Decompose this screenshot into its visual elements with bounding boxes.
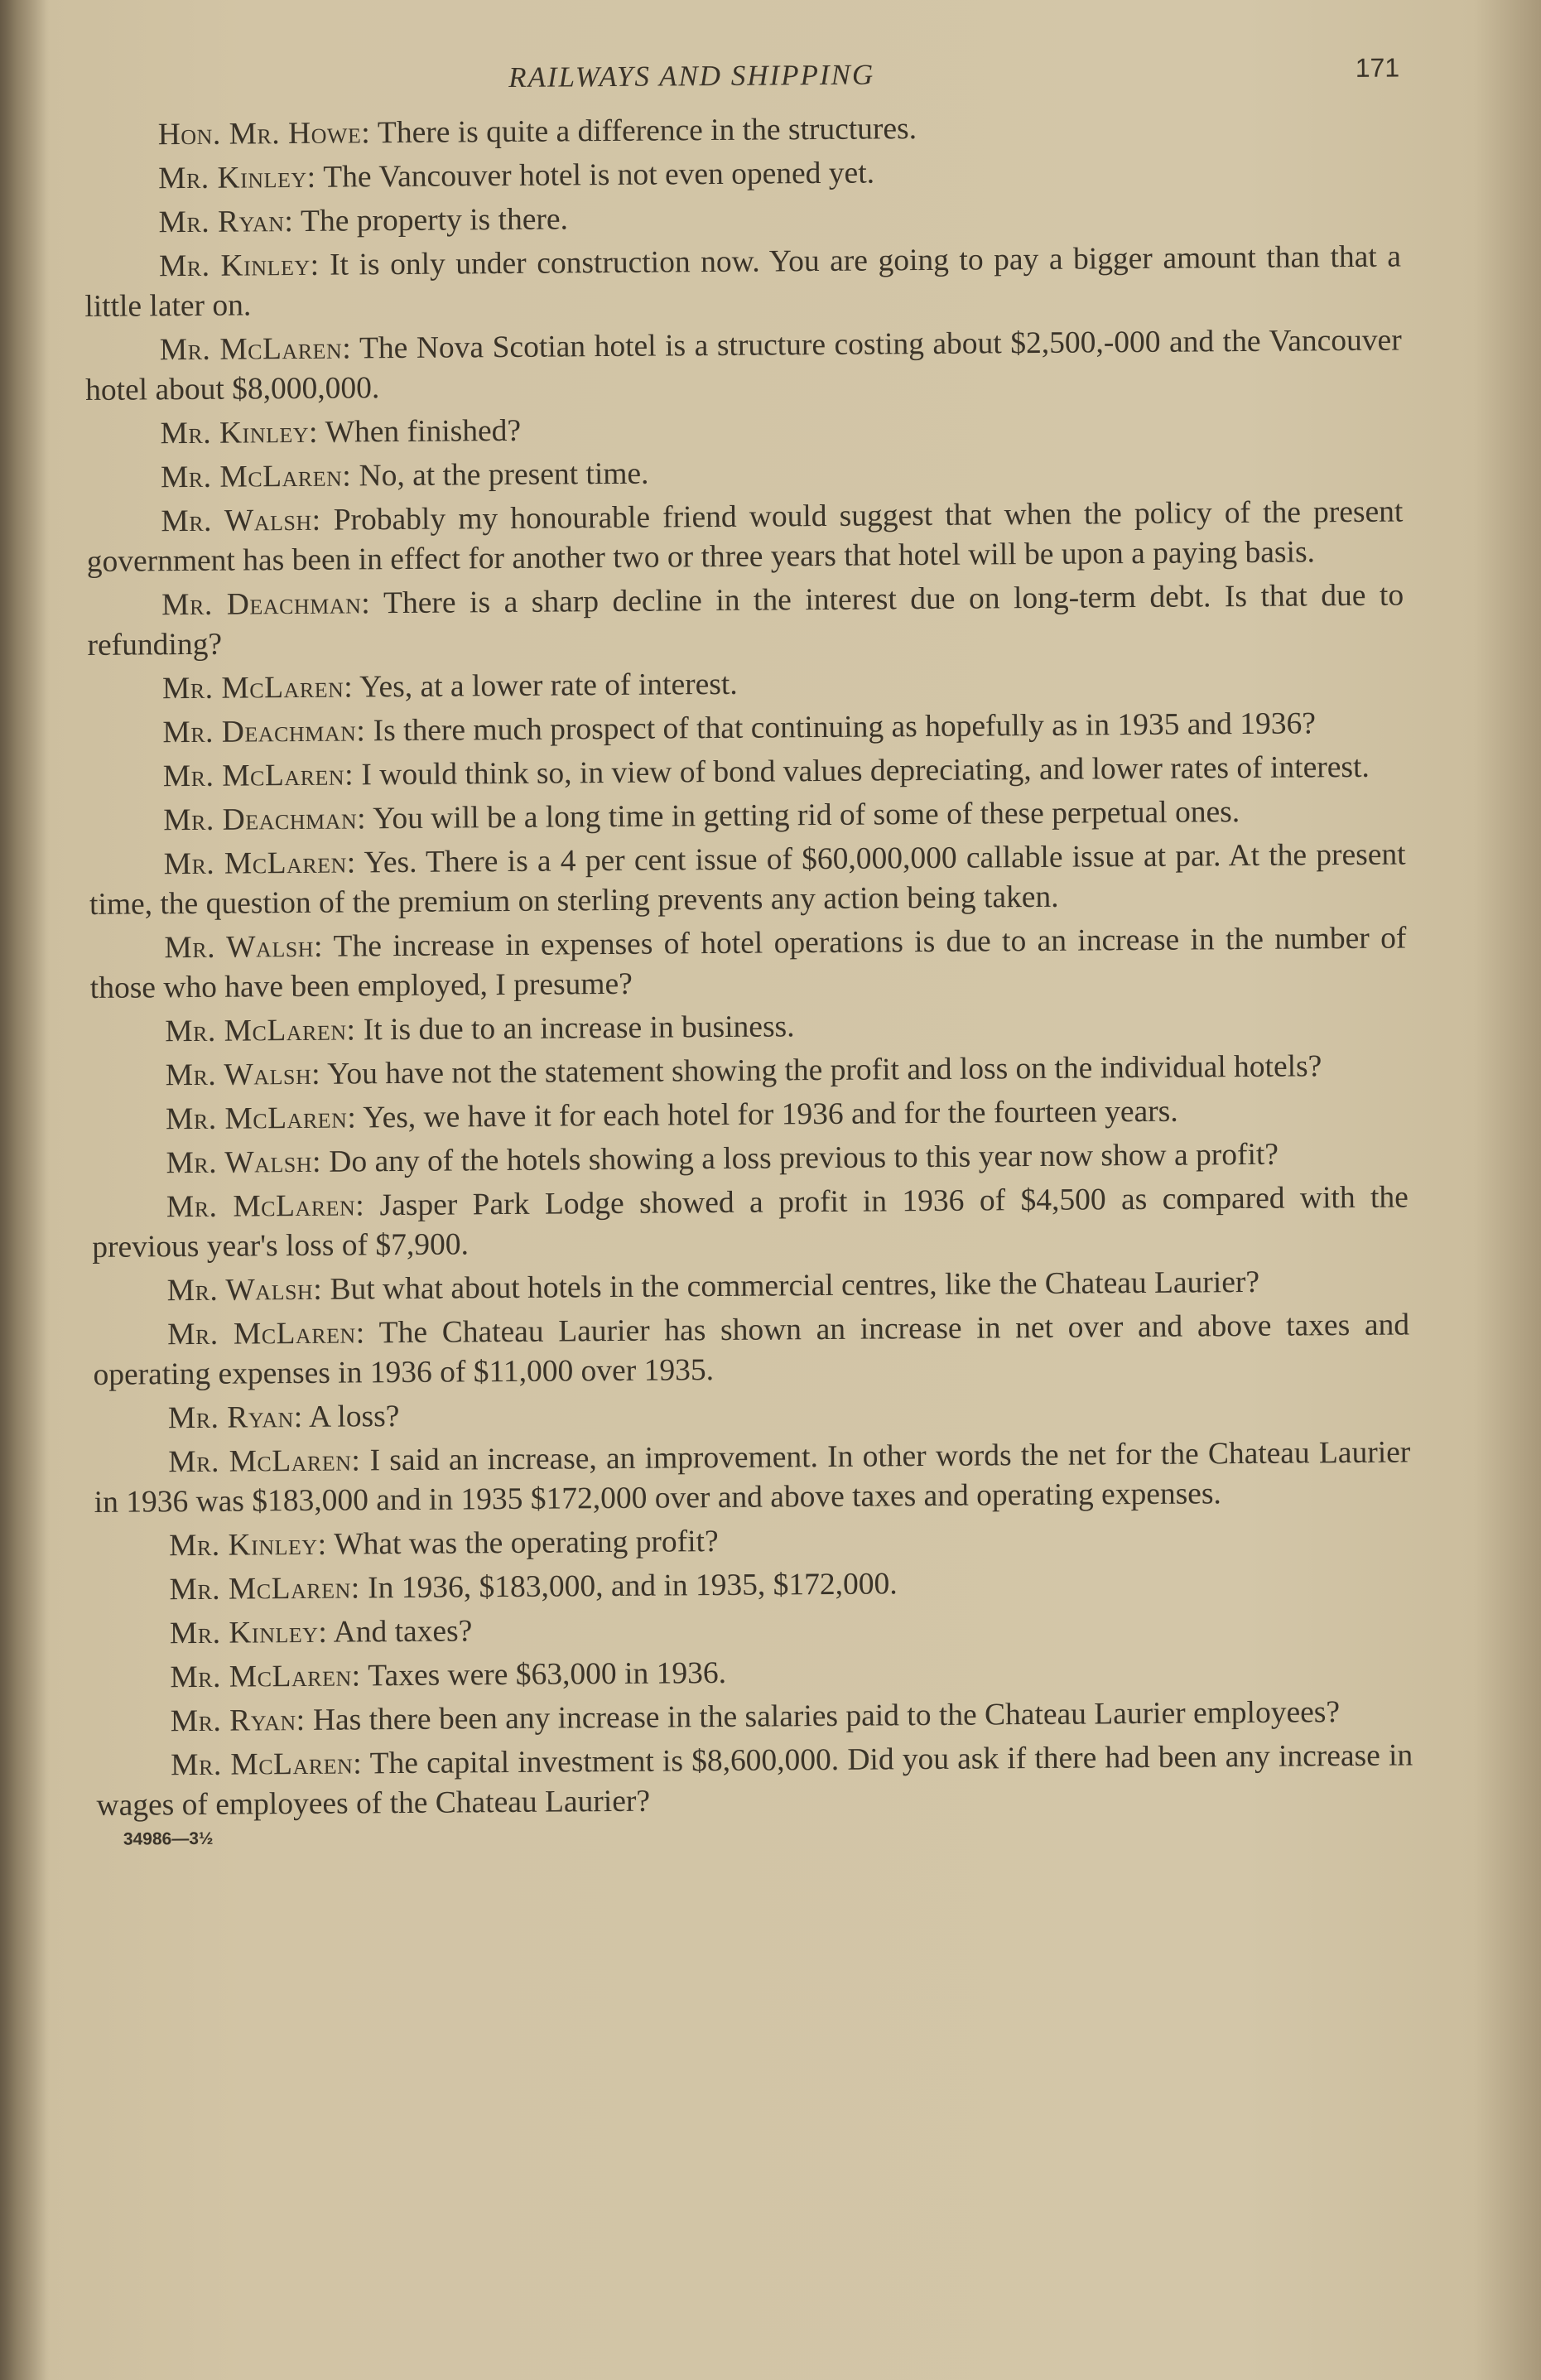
speaker-name: Mr. McLaren: bbox=[170, 1659, 361, 1695]
speaker-name: Mr. McLaren: bbox=[159, 331, 352, 368]
transcript-paragraph bbox=[94, 1389, 1410, 1438]
speech-text: But what about hotels in the commercial centres, like the Chateau Laurier? bbox=[330, 1265, 1260, 1307]
speech-text: A loss? bbox=[308, 1400, 400, 1434]
speech-text: Yes, at a lower rate of interest. bbox=[359, 667, 738, 705]
transcript-paragraph bbox=[93, 1261, 1409, 1311]
transcript-paragraph bbox=[90, 1002, 1407, 1052]
transcript-paragraph bbox=[84, 194, 1400, 243]
speaker-name: Mr. Kinley: bbox=[157, 160, 316, 196]
speech-text: And taxes? bbox=[333, 1614, 473, 1650]
transcript-paragraph bbox=[89, 747, 1405, 797]
speech-text: It is due to an increase in business. bbox=[363, 1009, 795, 1048]
speaker-name: Mr. Ryan: bbox=[158, 205, 294, 240]
transcript-paragraph bbox=[86, 448, 1403, 498]
speech-text: The Vancouver hotel is not even opened yet. bbox=[323, 156, 875, 195]
speaker-name: Mr. McLaren: bbox=[163, 846, 356, 882]
speech-text: The increase in expenses of hotel operations is due to an increase in the number of those who have been employed, I presume? bbox=[89, 921, 1407, 1005]
speaker-name: Mr. Walsh: bbox=[161, 503, 321, 539]
transcript-paragraph bbox=[88, 703, 1404, 753]
speaker-name: Mr. McLaren: bbox=[165, 1101, 357, 1137]
transcript-paragraph bbox=[88, 659, 1404, 709]
speech-text: I said an increase, an improvement. In other words the net for the Chateau Laurier in 1936 was $183,000 and in 1935 $172,000 over and above taxes and operating expenses. bbox=[94, 1435, 1411, 1520]
speaker-name: Mr. Walsh: bbox=[166, 1144, 322, 1181]
speaker-name: Mr. Deachman: bbox=[161, 586, 371, 623]
page-header bbox=[83, 48, 1400, 116]
transcript-paragraph bbox=[92, 1178, 1409, 1267]
speech-text: In 1936, $183,000, and in 1935, $172,000. bbox=[367, 1567, 898, 1606]
transcript-body bbox=[84, 106, 1413, 1826]
speech-text: You will be a long time in getting rid of some of these perpetual ones. bbox=[372, 795, 1240, 836]
speech-text: Do any of the hotels showing a loss previous to this year now show a profit? bbox=[329, 1137, 1279, 1179]
page-number: 171 bbox=[1355, 52, 1400, 83]
transcript-paragraph bbox=[89, 835, 1406, 924]
speaker-name: Mr. Kinley: bbox=[160, 415, 319, 451]
transcript-paragraph bbox=[86, 492, 1404, 581]
transcript-paragraph bbox=[95, 1604, 1412, 1654]
transcript-paragraph bbox=[89, 918, 1407, 1008]
speech-text: No, at the present time. bbox=[359, 456, 649, 494]
transcript-paragraph bbox=[84, 238, 1402, 327]
speech-text: The Chateau Laurier has shown an increase in net over and above taxes and operating expenses in 1936 of $11,000 over 1935. bbox=[93, 1308, 1410, 1392]
transcript-paragraph bbox=[96, 1692, 1413, 1742]
speaker-name: Mr. Walsh: bbox=[165, 1057, 321, 1093]
speech-text: You have not the statement showing the profit and loss on the individual hotels? bbox=[326, 1049, 1322, 1091]
speech-text: Probably my honourable friend would suggest that when the policy of the present government has been in effect for another two or three years that hotel will be upon a paying basis. bbox=[86, 494, 1404, 579]
speech-text: The property is there. bbox=[300, 202, 569, 238]
transcript-paragraph bbox=[93, 1305, 1410, 1395]
transcript-paragraph bbox=[90, 1046, 1407, 1096]
speaker-name: Mr. McLaren: bbox=[168, 1443, 361, 1480]
speech-text: Jasper Park Lodge showed a profit in 1936 of $4,500 as compared with the previous year's loss of $7,900. bbox=[92, 1180, 1409, 1265]
transcript-paragraph bbox=[95, 1648, 1412, 1698]
speaker-name: Mr. Ryan: bbox=[170, 1703, 306, 1739]
speech-text: Yes. There is a 4 per cent issue of $60,000,000 callable issue at par. At the present time, the question of the premium on sterling prevents any action being taken. bbox=[89, 837, 1406, 922]
transcript-paragraph bbox=[91, 1134, 1408, 1183]
speaker-name: Mr. Walsh: bbox=[166, 1272, 323, 1308]
speech-text: What was the operating profit? bbox=[334, 1525, 719, 1562]
transcript-paragraph bbox=[94, 1560, 1411, 1610]
transcript-paragraph bbox=[94, 1516, 1411, 1566]
speech-text: Has there been any increase in the salaries paid to the Chateau Laurier employees? bbox=[312, 1695, 1341, 1737]
speech-text: The Nova Scotian hotel is a structure costing about $2,500,-000 and the Vancouver hotel about $8,000,000. bbox=[84, 323, 1402, 407]
speech-text: There is a sharp decline in the interest due on long-term debt. Is that due to refunding? bbox=[87, 578, 1404, 662]
speaker-name: Mr. McLaren: bbox=[161, 670, 354, 706]
footer-signature-mark: 34986—3½ bbox=[123, 1828, 214, 1849]
transcript-paragraph bbox=[85, 404, 1402, 454]
transcript-paragraph bbox=[91, 1090, 1408, 1139]
transcript-paragraph bbox=[85, 321, 1403, 411]
transcript-paragraph bbox=[89, 791, 1405, 841]
transcript-paragraph bbox=[87, 576, 1404, 665]
speaker-name: Mr. McLaren: bbox=[171, 1746, 363, 1783]
speaker-name: Mr. McLaren: bbox=[162, 758, 354, 794]
book-spine-shadow bbox=[0, 0, 50, 2380]
speaker-name: Mr. McLaren: bbox=[169, 1571, 360, 1607]
speech-text: When finished? bbox=[325, 413, 522, 450]
running-head: RAILWAYS AND SHIPPING bbox=[508, 58, 875, 94]
speaker-name: Mr. Kinley: bbox=[168, 1527, 327, 1563]
speech-text: It is only under construction now. You are going to pay a bigger amount than that a little later on. bbox=[84, 239, 1402, 324]
speech-text: The capital investment is $8,600,000. Did you ask if there had been any increase in wages of employees of the Chateau Laurier? bbox=[96, 1738, 1413, 1823]
speaker-name: Mr. Walsh: bbox=[164, 929, 324, 966]
speaker-name: Mr. Ryan: bbox=[167, 1400, 303, 1436]
transcript-paragraph bbox=[84, 150, 1400, 200]
speaker-name: Mr. Kinley: bbox=[158, 248, 320, 284]
speech-text: Yes, we have it for each hotel for 1936 and for the fourteen years. bbox=[363, 1094, 1178, 1135]
transcript-paragraph bbox=[96, 1736, 1413, 1825]
speech-text: Taxes were $63,000 in 1936. bbox=[368, 1655, 727, 1693]
speech-text: There is quite a difference in the structures. bbox=[377, 112, 917, 151]
speaker-name: Mr. Deachman: bbox=[162, 714, 366, 750]
speaker-name: Mr. McLaren: bbox=[166, 1188, 365, 1225]
page-content bbox=[83, 48, 1413, 1850]
speaker-name: Mr. McLaren: bbox=[166, 1316, 365, 1352]
speech-text: I would think so, in view of bond values depreciating, and lower rates of interest. bbox=[361, 749, 1370, 793]
speaker-name: Mr. Deachman: bbox=[163, 802, 367, 838]
transcript-paragraph bbox=[94, 1433, 1411, 1522]
speech-text: Is there much prospect of that continuing as hopefully as in 1935 and 1936? bbox=[373, 706, 1317, 749]
speaker-name: Mr. McLaren: bbox=[160, 459, 352, 495]
speaker-name: Hon. Mr. Howe: bbox=[157, 116, 371, 152]
speaker-name: Mr. McLaren: bbox=[165, 1013, 356, 1049]
speaker-name: Mr. Kinley: bbox=[169, 1615, 328, 1651]
